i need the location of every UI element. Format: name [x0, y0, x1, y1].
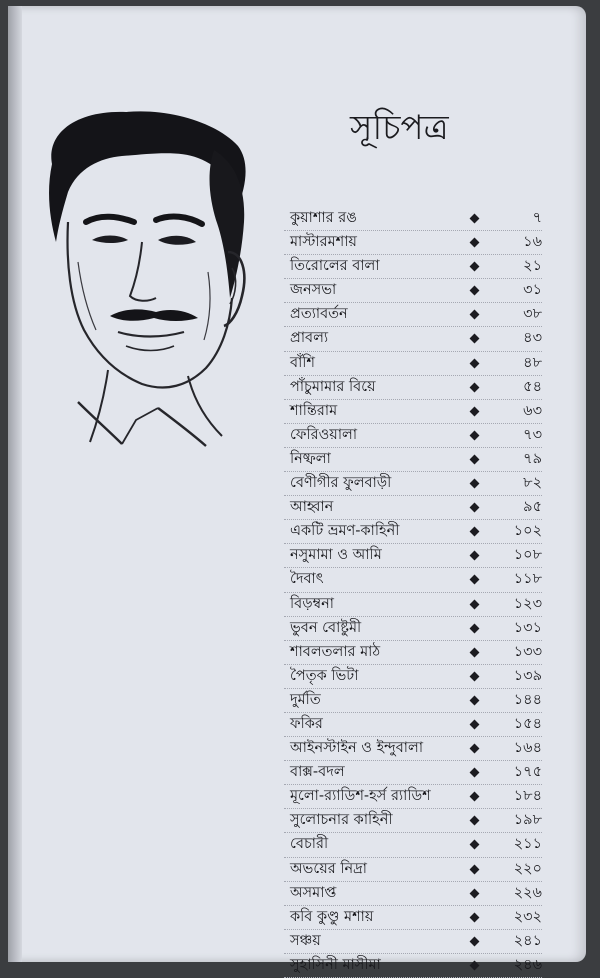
toc-entry-page-number: ৪৩ — [523, 330, 542, 347]
diamond-bullet-icon — [470, 768, 480, 778]
toc-entry-title: বিড়ম্বনা — [290, 595, 334, 612]
toc-entry-title: নসুমামা ও আমি — [290, 547, 382, 564]
toc-entry — [284, 255, 542, 279]
toc-entry-page-number: ৪৮ — [523, 354, 542, 371]
toc-entry — [284, 424, 542, 448]
toc-entry-page-number: ১০৮ — [513, 547, 542, 564]
diamond-bullet-icon — [470, 936, 480, 946]
toc-entry-page-number: ২২৬ — [513, 884, 542, 901]
book-page — [8, 6, 586, 973]
toc-entry-title: প্রত্যাবর্তন — [290, 306, 348, 323]
toc-entry-page-number: ১৭৫ — [513, 764, 542, 781]
toc-entry-page-number: ৩১ — [523, 282, 542, 299]
diamond-bullet-icon — [470, 720, 480, 730]
toc-entry-page-number: ১৪৪ — [513, 691, 542, 708]
diamond-bullet-icon — [470, 310, 480, 320]
diamond-bullet-icon — [470, 262, 480, 272]
toc-entry-title: ভুবন বোষ্টুমী — [290, 619, 362, 636]
toc-entry-title: অভয়ের নিদ্রা — [290, 860, 367, 877]
toc-entry-title: শান্তিরাম — [290, 402, 338, 419]
toc-entry — [284, 327, 542, 351]
toc-entry-page-number: ১০২ — [513, 523, 542, 540]
toc-entry — [284, 954, 542, 978]
toc-entry-page-number: ১২৩ — [513, 595, 542, 612]
diamond-bullet-icon — [470, 647, 480, 657]
toc-entry-title: একটি ভ্রমণ-কাহিনী — [290, 523, 400, 540]
diamond-bullet-icon — [470, 430, 480, 440]
diamond-bullet-icon — [470, 334, 480, 344]
diamond-bullet-icon — [470, 816, 480, 826]
diamond-bullet-icon — [470, 406, 480, 416]
toc-entry-title: বেণীগীর ফুলবাড়ী — [290, 475, 392, 492]
page-gutter — [8, 6, 22, 962]
toc-entry — [284, 352, 542, 376]
diamond-bullet-icon — [470, 527, 480, 537]
diamond-bullet-icon — [470, 960, 480, 970]
toc-entry-title: পাঁচুমামার বিয়ে — [290, 378, 376, 395]
toc-entry — [284, 906, 542, 930]
diamond-bullet-icon — [470, 864, 480, 874]
diamond-bullet-icon — [470, 214, 480, 224]
toc-entry — [284, 593, 542, 617]
toc-entry — [284, 303, 542, 327]
toc-entry — [284, 713, 542, 737]
toc-entry-title: সুলোচনার কাহিনী — [290, 812, 393, 829]
toc-entry-page-number: ৬৩ — [523, 402, 542, 419]
toc-entry-page-number: ২৩২ — [513, 908, 542, 925]
toc-entry-title: বাঁশি — [290, 354, 316, 371]
toc-entry-title: ফেরিওয়ালা — [290, 426, 358, 443]
diamond-bullet-icon — [470, 671, 480, 681]
toc-entry — [284, 448, 542, 472]
toc-entry — [284, 785, 542, 809]
toc-entry — [284, 882, 542, 906]
diamond-bullet-icon — [470, 840, 480, 850]
toc-entry — [284, 689, 542, 713]
diamond-bullet-icon — [470, 382, 480, 392]
toc-entry-page-number: ১৮৪ — [513, 788, 542, 805]
diamond-bullet-icon — [470, 358, 480, 368]
toc-entry — [284, 496, 542, 520]
diamond-bullet-icon — [470, 454, 480, 464]
toc-entry-title: দৈবাৎ — [290, 571, 324, 588]
toc-entry-page-number: ৮২ — [523, 475, 542, 492]
diamond-bullet-icon — [470, 479, 480, 489]
toc-entry-title: কুয়াশার রঙ — [290, 210, 357, 226]
toc-entry-page-number: ২১১ — [513, 836, 542, 853]
toc-entry-page-number: ৯৫ — [523, 499, 542, 516]
toc-entry-title: জনসভা — [290, 282, 337, 299]
toc-entry-page-number: ২১ — [523, 258, 542, 275]
diamond-bullet-icon — [470, 599, 480, 609]
diamond-bullet-icon — [470, 744, 480, 754]
toc-entry — [284, 858, 542, 882]
toc-entry — [284, 279, 542, 303]
toc-entry-title: ফকির — [290, 715, 323, 732]
toc-entry — [284, 568, 542, 592]
toc-entry-page-number: ১৩১ — [513, 619, 542, 636]
toc-entry — [284, 665, 542, 689]
toc-entry-title: দুর্মতি — [290, 691, 321, 708]
toc-entry-page-number: ১৩৯ — [513, 667, 542, 684]
diamond-bullet-icon — [470, 575, 480, 585]
diamond-bullet-icon — [470, 503, 480, 513]
toc-entry — [284, 472, 542, 496]
diamond-bullet-icon — [470, 912, 480, 922]
toc-entry-title: পৈতৃক ভিটা — [290, 667, 359, 684]
toc-entry-page-number: ৩৮ — [523, 306, 542, 323]
toc-entry-title: প্রাবল্য — [290, 330, 329, 347]
toc-entry-title: সুহাসিনী মাসীমা — [290, 956, 381, 973]
toc-entry-page-number: ৭৩ — [523, 426, 542, 443]
toc-entry-page-number: ১৩৩ — [513, 643, 542, 660]
toc-entry — [284, 400, 542, 424]
toc-entry-title: সঞ্চয় — [290, 932, 321, 949]
diamond-bullet-icon — [470, 695, 480, 705]
toc-entry-title: মূলো-র‍্যাডিশ-হর্স র‍্যাডিশ — [290, 788, 431, 805]
diamond-bullet-icon — [470, 623, 480, 633]
toc-entry — [284, 231, 542, 255]
toc-entry — [284, 207, 542, 231]
toc-entry-page-number: ৫৪ — [523, 378, 542, 395]
toc-entry-page-number: ১১৮ — [513, 571, 542, 588]
toc-entry — [284, 833, 542, 857]
toc-entry — [284, 520, 542, 544]
toc-entry-title: তিরোলের বালা — [290, 258, 380, 275]
diamond-bullet-icon — [470, 551, 480, 561]
toc-entry-page-number: ২২০ — [513, 860, 542, 877]
toc-entry-title: বেচারী — [290, 836, 329, 853]
toc-entry — [284, 544, 542, 568]
toc-entry-page-number: ৭৯ — [523, 450, 542, 467]
diamond-bullet-icon — [470, 888, 480, 898]
page-title: সূচিপত্র — [350, 108, 449, 148]
diamond-bullet-icon — [470, 286, 480, 296]
table-of-contents — [284, 207, 542, 978]
toc-entry-page-number: ২৪১ — [513, 932, 542, 949]
diamond-bullet-icon — [470, 792, 480, 802]
toc-entry — [284, 761, 542, 785]
toc-entry — [284, 809, 542, 833]
toc-entry — [284, 641, 542, 665]
toc-entry-page-number: ২৪৬ — [513, 956, 542, 973]
toc-entry-title: আইনস্টাইন ও ইন্দুবালা — [290, 740, 424, 757]
toc-entry-title: অসমাপ্ত — [290, 884, 337, 901]
toc-entry-title: মাস্টারমশায় — [290, 234, 357, 251]
toc-entry — [284, 617, 542, 641]
toc-entry-page-number: ৭ — [532, 210, 542, 226]
diamond-bullet-icon — [470, 238, 480, 248]
toc-entry-title: বাক্স-বদল — [290, 764, 345, 781]
toc-entry — [284, 737, 542, 761]
toc-entry — [284, 930, 542, 954]
toc-entry-title: নিষ্ফলা — [290, 450, 331, 467]
toc-entry-page-number: ১৬৪ — [513, 740, 542, 757]
toc-entry-title: শাবলতলার মাঠ — [290, 643, 381, 660]
toc-entry-title: আহ্বান — [290, 499, 334, 516]
toc-entry-page-number: ১৫৪ — [513, 715, 542, 732]
toc-entry-page-number: ১৬ — [523, 234, 542, 251]
toc-entry — [284, 376, 542, 400]
toc-entry-title: কবি কুণ্ডু মশায় — [290, 908, 374, 925]
toc-entry-page-number: ১৯৮ — [513, 812, 542, 829]
author-portrait — [38, 102, 253, 447]
